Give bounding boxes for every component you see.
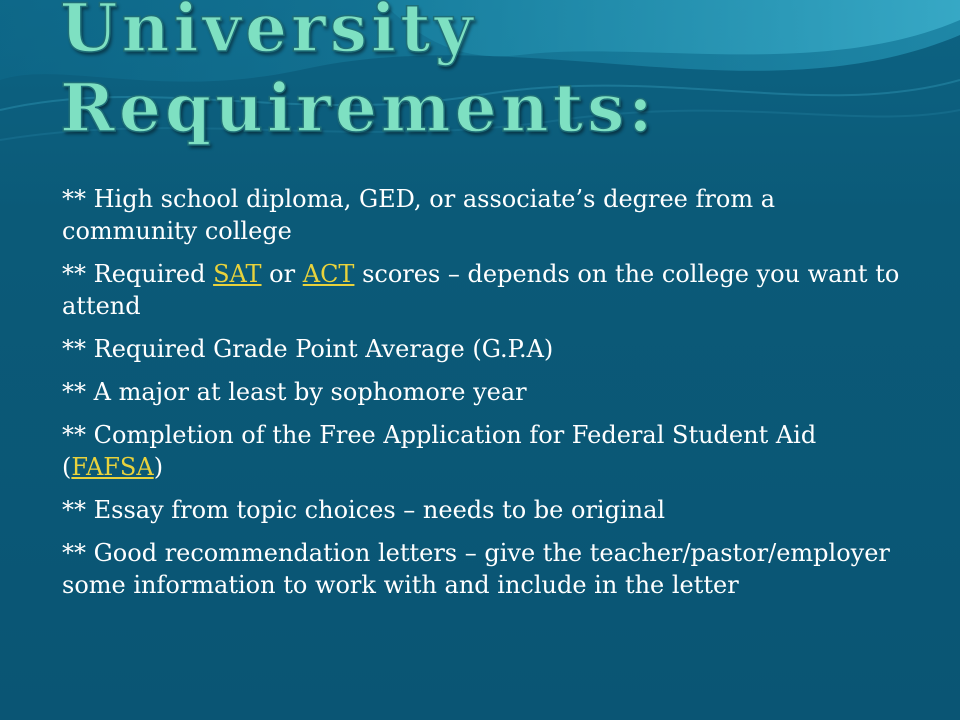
- list-item: [62, 494, 902, 526]
- list-item-text: ** Essay from topic choices – needs to be original: [62, 496, 666, 524]
- list-item-text: ** Required: [62, 260, 214, 288]
- list-item-text: scores – depends on the college you want to attend: [62, 260, 900, 320]
- requirements-list: [62, 183, 902, 612]
- list-item-text: ** Required Grade Point Average (G.P.A): [62, 335, 554, 363]
- list-item-text: ** High school diploma, GED, or associate’s degree from a community college: [62, 185, 776, 245]
- list-item-text: ): [153, 453, 164, 481]
- list-item: [62, 183, 902, 247]
- slide-title: [60, 0, 920, 148]
- list-item: [62, 258, 902, 322]
- list-item-text: or: [261, 260, 303, 288]
- list-item: [62, 419, 902, 483]
- slide-title-line1: University: [60, 0, 477, 67]
- fafsa-link[interactable]: FAFSA: [71, 453, 154, 481]
- list-item-text: ** Completion of the Free Application for Federal Student Aid (: [62, 421, 817, 481]
- slide-title-line2: Requirements:: [60, 69, 657, 147]
- list-item: [62, 537, 902, 601]
- list-item: [62, 333, 902, 365]
- list-item-text: ** A major at least by sophomore year: [62, 378, 527, 406]
- list-item-text: ** Good recommendation letters – give the teacher/pastor/employer some information to work with and include in the letter: [62, 539, 890, 599]
- sat-link[interactable]: SAT: [213, 260, 262, 288]
- act-link[interactable]: ACT: [302, 260, 355, 288]
- list-item: [62, 376, 902, 408]
